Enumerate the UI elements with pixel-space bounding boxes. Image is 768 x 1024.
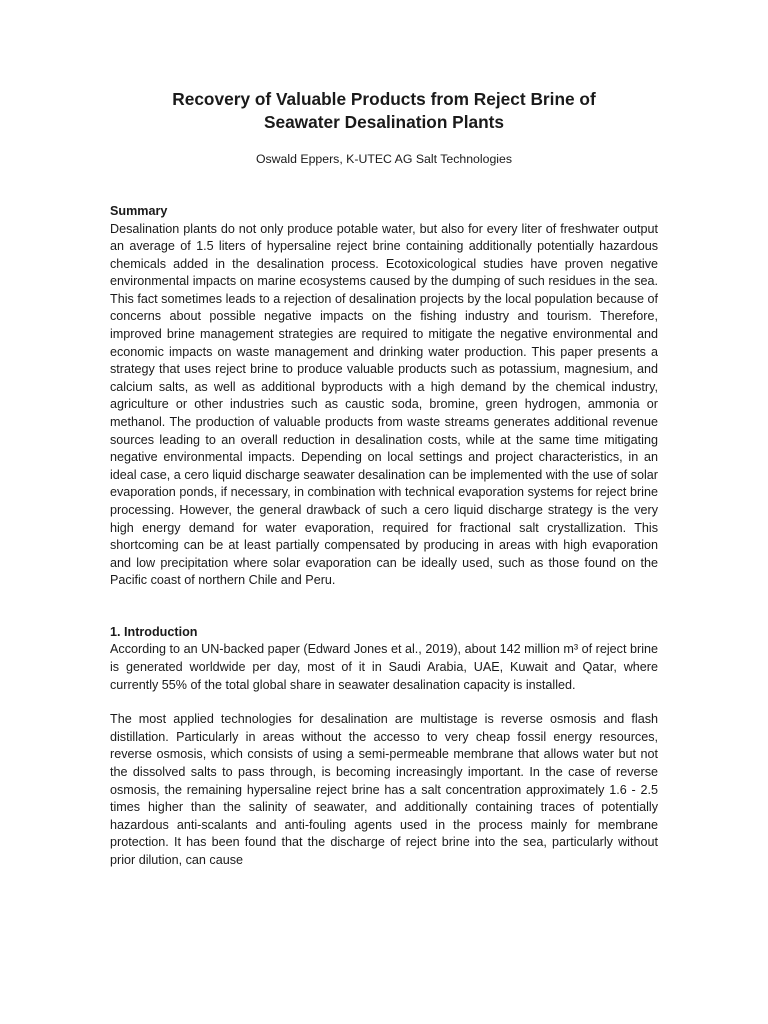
introduction-paragraph-1: According to an UN-backed paper (Edward Jones et al., 2019), about 142 million m³ of reject brine is generated worldwide per day, most of it in Saudi Arabia, UAE, Kuwait and Qatar, where currently 55% of the total global share in seawater desalination capacity is installed.	[110, 642, 658, 692]
paper-title: Recovery of Valuable Products from Reject Brine of Seawater Desalination Plants	[172, 89, 596, 132]
introduction-paragraph-2: The most applied technologies for desalination are multistage is reverse osmosis and flash distillation. Particularly in areas without the accesso to very cheap fossil energy resources, reverse osmosis, which consists of using a semi-permeable membrane that allows water but not the dissolved salts to pass through, is becoming increasingly important. In the case of reverse osmosis, the remaining hypersaline reject brine has a salt concentration approximately 1.6 - 2.5 times higher than the salinity of seawater, and additionally containing traces of potentially hazardous anti-scalants and anti-fouling agents used in the process mainly for membrane protection. It has been found that the discharge of reject brine into the sea, particularly without prior dilution, can cause	[110, 712, 658, 867]
author-line: Oswald Eppers, K-UTEC AG Salt Technologies	[255, 152, 513, 166]
summary-paragraph: Desalination plants do not only produce potable water, but also for every liter of freshwater output an average of 1.5 liters of hypersaline reject brine containing additionally potentially hazardous chemicals added in the desalination process. Ecotoxicological studies have proven negative environmental impacts on marine ecosystems caused by the dumping of such residues in the sea. This fact sometimes leads to a rejection of desalination projects by the local population because of concerns about possible negative impacts on the fishing industry and tourism. Therefore, improved brine management strategies are required to mitigate the negative environmental and economic impacts on waste management and drinking water production. This paper presents a strategy that uses reject brine to produce valuable products such as potassium, magnesium, and calcium salts, as well as additional byproducts with a high demand by the chemical industry, agriculture or other industries such as caustic soda, bromine, green hydrogen, ammonia or methanol. The production of valuable products from waste streams generates additional revenue sources leading to an overall reduction in desalination costs, while at the same time mitigating negative environmental impacts. Depending on local settings and project characteristics, in an ideal case, a cero liquid discharge seawater desalination can be implemented with the use of solar evaporation ponds, if necessary, in combination with technical evaporation systems for reject brine processing. However, the general drawback of such a cero liquid discharge strategy is the very high energy demand for water evaporation, required for fractional salt crystallization. This shortcoming can be at least partially compensated by producing in areas with high evaporation and low precipitation where solar evaporation can be ideally used, such as those found on the Pacific coast of northern Chile and Peru.	[110, 221, 658, 588]
summary-heading: Summary	[110, 204, 168, 218]
introduction-heading: 1. Introduction	[110, 624, 198, 639]
